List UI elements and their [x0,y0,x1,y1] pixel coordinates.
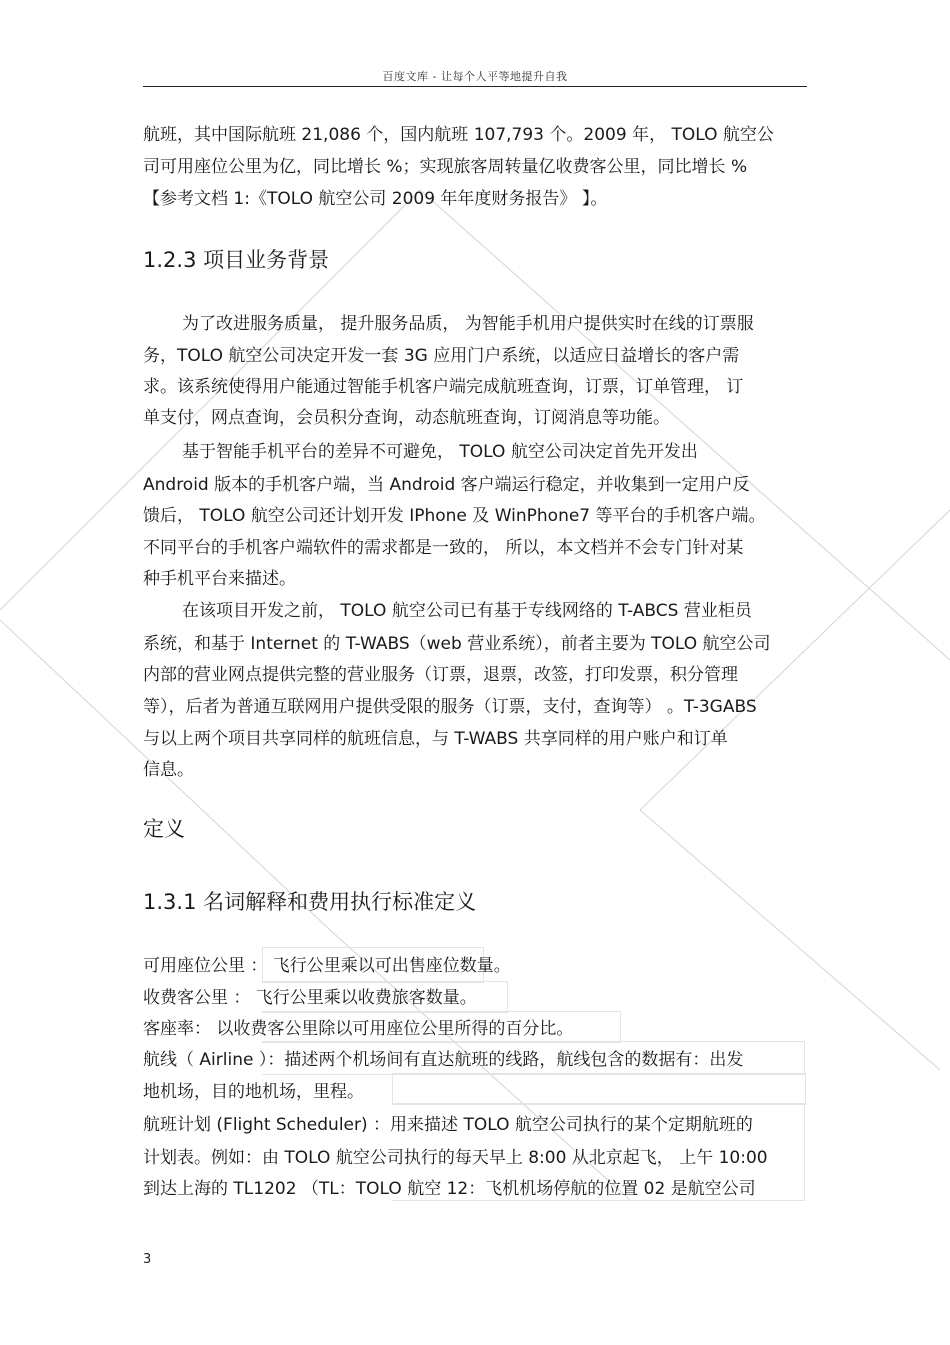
body-text-line: 等），后者为普通互联网用户提供受限的服务（订票，支付，查询等） 。T-3GABS [143,697,757,717]
term-definition-line: 地机场，目的地机场，里程。 [143,1082,364,1102]
body-text-line: 种手机平台来描述。 [143,569,296,589]
body-text-line: 单支付，网点查询，会员积分查询，动态航班查询，订阅消息等功能。 [143,408,670,428]
term-definition-line: 航线（ Airline ）：描述两个机场间有直达航班的线路，航线包含的数据有：出发 [143,1050,744,1070]
term-definition-line: 到达上海的 TL1202 （TL：TOLO 航空 12：飞机机场停航的位置 02 是航空公司 [143,1179,756,1199]
term-definition-line: 可用座位公里 ： 飞行公里乘以可出售座位数量。 [143,956,511,976]
body-text-line: 馈后， TOLO 航空公司还计划开发 IPhone 及 WinPhone7 等平台的手机客户端。 [143,506,766,526]
body-text-line: 为了改进服务质量， 提升服务品质， 为智能手机用户提供实时在线的订票服 [182,314,754,334]
body-text-line: 求。该系统使得用户能通过智能手机客户端完成航班查询，订票，订单管理， 订 [143,377,744,397]
body-text-line: 内部的营业网点提供完整的营业服务（订票，退票，改签，打印发票，积分管理 [143,665,738,685]
term-definition-line: 收费客公里 ： 飞行公里乘以收费旅客数量。 [143,988,477,1008]
body-text-line: 基于智能手机平台的差异不可避免， TOLO 航空公司决定首先开发出 [182,442,698,462]
body-text-line: Android 版本的手机客户端，当 Android 客户端运行稳定，并收集到一定用户反 [143,475,750,495]
term-definition-line: 航班计划 (Flight Scheduler) ：用来描述 TOLO 航空公司执行的某个定期航班的 [143,1115,753,1135]
body-text-line: 与以上两个项目共享同样的航班信息，与 T-WABS 共享同样的用户账户和订单 [143,729,728,749]
body-text-line: 不同平台的手机客户端软件的需求都是一致的， 所以，本文档并不会专门针对某 [143,538,744,558]
body-text-line: 司可用座位公里为亿，同比增长 %；实现旅客周转量亿收费客公里，同比增长 % [143,157,748,177]
body-text-line: 在该项目开发之前， TOLO 航空公司已有基于专线网络的 T-ABCS 营业柜员 [182,601,752,621]
section-heading-1-2-3: 1.2.3 项目业务背景 [143,248,330,272]
body-text-line: 务，TOLO 航空公司决定开发一套 3G 应用门户系统，以适应日益增长的客户需 [143,346,740,366]
section-heading-1-3-1: 1.3.1 名词解释和费用执行标准定义 [143,890,477,914]
body-text-line: 【参考文档 1:《TOLO 航空公司 2009 年年度财务报告》 】。 [143,189,608,209]
term-definition-line: 计划表。例如：由 TOLO 航空公司执行的每天早上 8:00 从北京起飞， 上午 10:00 [143,1148,768,1168]
header-divider [143,86,807,87]
body-text-line: 航班，其中国际航班 21,086 个，国内航班 107,793 个。2009 年， TOLO 航空公 [143,125,774,145]
page-header: 百度文库 - 让每个人平等地提升自我 [382,70,568,83]
term-definition-line: 客座率： 以收费客公里除以可用座位公里所得的百分比。 [143,1019,574,1039]
term-cell-border [392,1073,806,1105]
section-heading-definitions: 定义 [143,817,185,841]
body-text-line: 系统，和基于 Internet 的 T-WABS（web 营业系统），前者主要为 TOLO 航空公司 [143,634,771,654]
page-number: 3 [143,1252,152,1267]
body-text-line: 信息。 [143,760,194,780]
